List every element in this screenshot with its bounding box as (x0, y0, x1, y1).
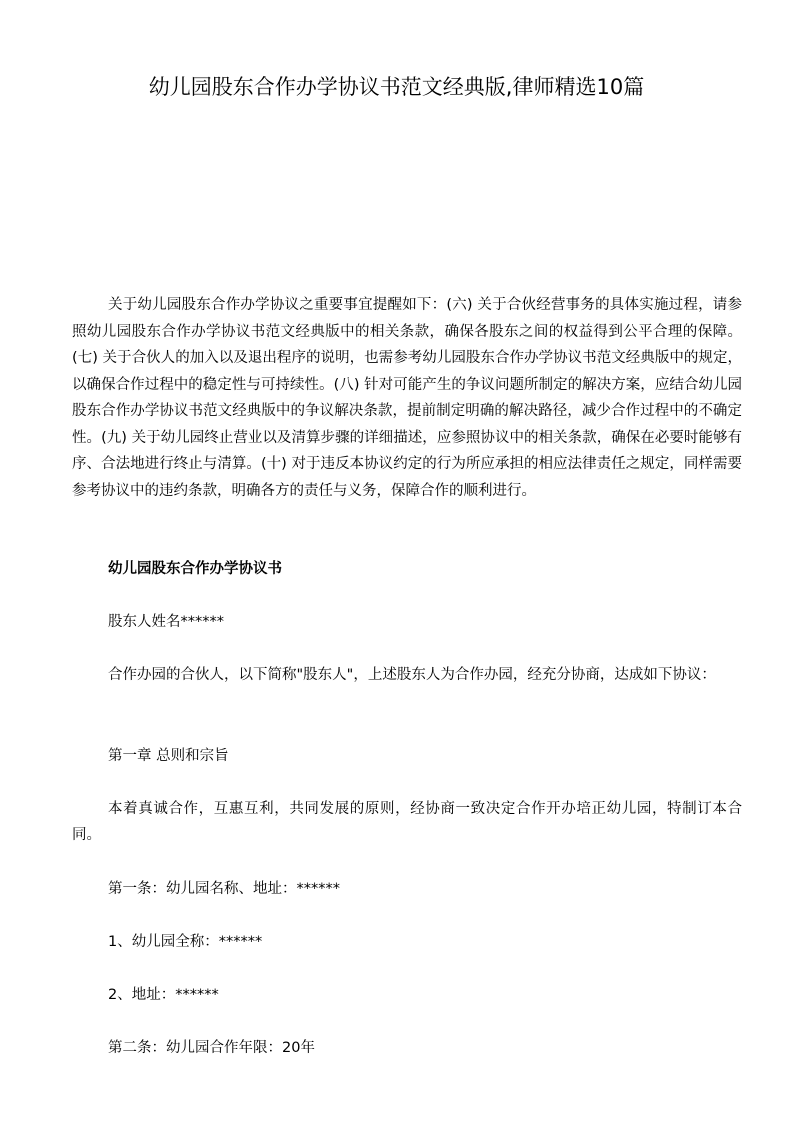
intro-paragraph: 关于幼儿园股东合作办学协议之重要事宜提醒如下：(六) 关于合伙经营事务的具体实施过程，请参照幼儿园股东合作办学协议书范文经典版中的相关条款，确保各股东之间的权益得到公平合理的保障。(七) 关于合伙人的加入以及退出程序的说明，也需参考幼儿园股东合作办学协议书范文经典版中的规定，以确保合作过程中的稳定性与可持续性。(八) 针对可能产生的争议问题所制定的解决方案，应结合幼儿园股东合作办学协议书范文经典版中的争议解决条款，提前制定明确的解决路径，减少合作过程中的不确定性。(九) 关于幼儿园终止营业以及清算步骤的详细描述，应参照协议中的相关条款，确保在必要时能够有序、合法地进行终止与清算。(十) 对于违反本协议约定的行为所应承担的相应法律责任之规定，同样需要参考协议中的违约条款，明确各方的责任与义务，保障合作的顺利进行。 (72, 297, 742, 499)
section-title: 幼儿园股东合作办学协议书 (108, 561, 282, 577)
article-1-item-2: 2、地址：****** (108, 987, 219, 1003)
principle-paragraph: 本着真诚合作，互惠互利，共同发展的原则，经协商一致决定合作开办培正幼儿园，特制订本合同。 (72, 801, 742, 843)
shareholder-name-line: 股东人姓名****** (108, 614, 224, 630)
article-1: 第一条：幼儿园名称、地址：****** (108, 881, 340, 897)
document-title: 幼儿园股东合作办学协议书范文经典版,律师精选10篇 (148, 75, 645, 99)
article-1-item-1: 1、幼儿园全称：****** (108, 934, 263, 950)
chapter-heading: 第一章 总则和宗旨 (108, 748, 229, 764)
preamble-paragraph: 合作办园的合伙人，以下简称"股东人"，上述股东人为合作办园，经充分协商，达成如下协议： (108, 667, 716, 683)
article-2: 第二条：幼儿园合作年限：20年 (108, 1040, 315, 1056)
